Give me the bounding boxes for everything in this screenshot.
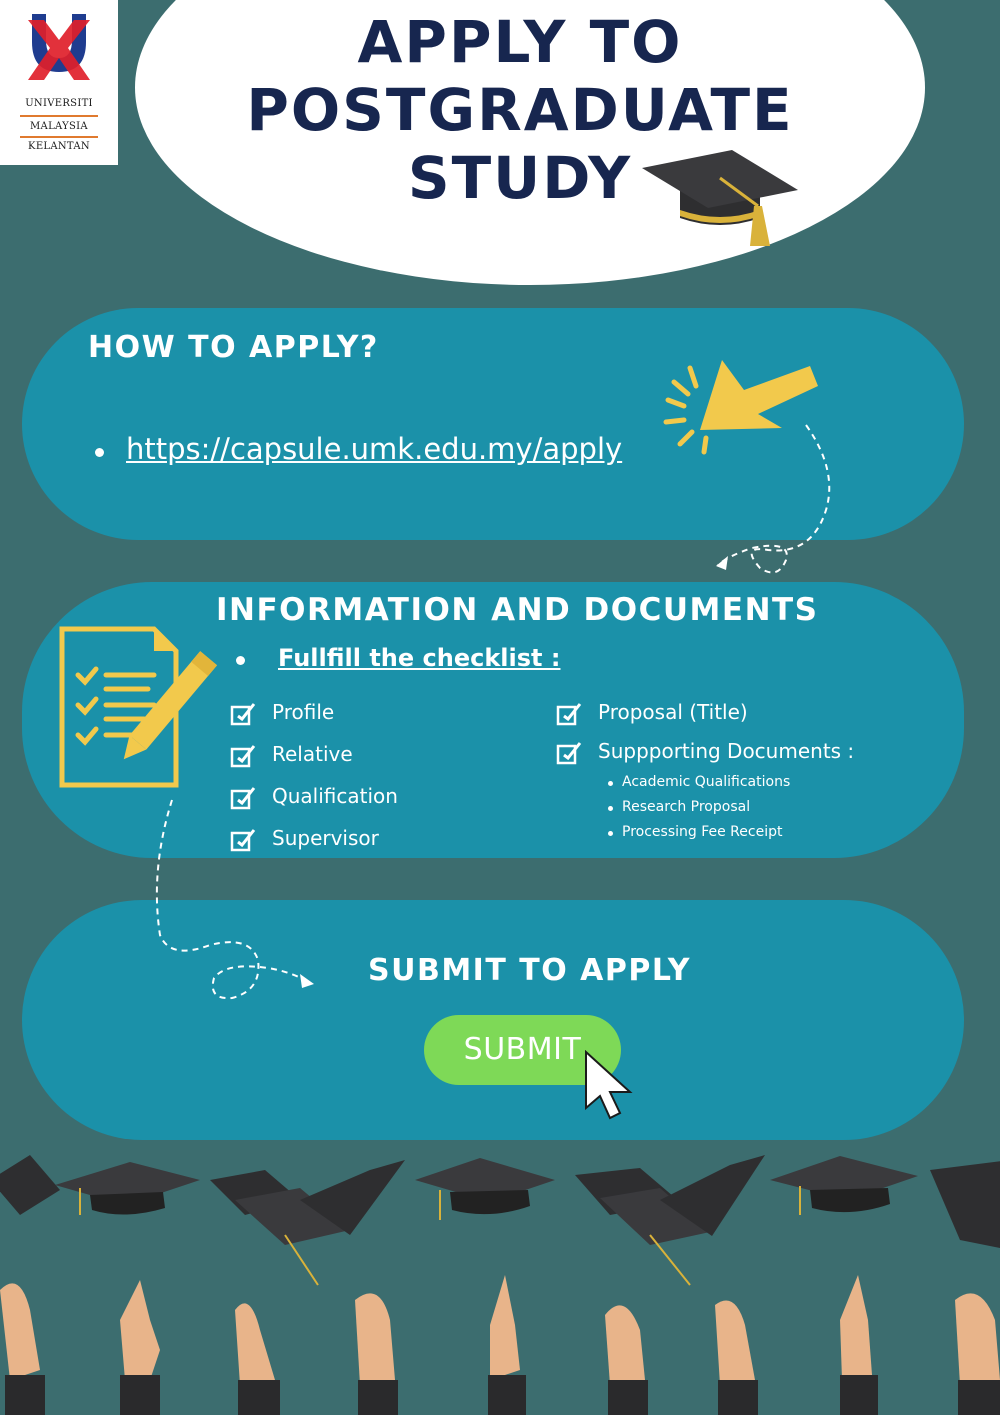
logo-line-2: MALAYSIA xyxy=(30,121,88,132)
title-line-2: POSTGRADUATE xyxy=(246,76,794,144)
bullet-icon xyxy=(236,656,245,665)
edit-check-icon xyxy=(230,786,256,810)
logo-line-3: KELANTAN xyxy=(28,141,90,152)
how-to-apply-heading: HOW TO APPLY? xyxy=(88,330,379,365)
document-checklist-icon xyxy=(58,625,223,790)
list-item: Academic Qualifications xyxy=(608,774,790,799)
checklist-label: Proposal (Title) xyxy=(598,700,748,724)
pointer-arrow-icon xyxy=(660,360,825,465)
apply-link[interactable]: https://capsule.umk.edu.my/apply xyxy=(126,432,623,466)
title-line-1: APPLY TO xyxy=(357,8,683,76)
bullet-icon xyxy=(95,448,104,457)
checklist-title: Fullfill the checklist : xyxy=(278,644,561,672)
information-heading: INFORMATION AND DOCUMENTS xyxy=(216,592,819,628)
edit-check-icon xyxy=(230,744,256,768)
logo-divider xyxy=(20,136,98,138)
title-line-3: STUDY xyxy=(407,144,633,212)
submit-heading: SUBMIT TO APPLY xyxy=(368,953,692,988)
checklist-label: Supervisor xyxy=(272,826,379,850)
graduation-cap-icon xyxy=(0,1155,1000,1250)
checklist-label: Qualification xyxy=(272,784,398,808)
edit-check-icon xyxy=(556,702,582,726)
logo-divider xyxy=(20,115,98,117)
checklist-label: Profile xyxy=(272,700,335,724)
edit-check-icon xyxy=(556,741,582,765)
checklist-label: Relative xyxy=(272,742,353,766)
mouse-cursor-icon xyxy=(582,1050,640,1122)
graduation-celebration-illustration xyxy=(0,1140,1000,1415)
submit-button[interactable]: SUBMIT xyxy=(424,1015,621,1085)
checklist-label: Suppporting Documents : xyxy=(598,739,855,763)
list-item: Processing Fee Receipt xyxy=(608,824,790,849)
list-item: Research Proposal xyxy=(608,799,790,824)
edit-check-icon xyxy=(230,828,256,852)
umk-logo-icon xyxy=(24,10,94,90)
university-logo xyxy=(0,0,118,165)
graduation-cap-icon xyxy=(640,150,800,260)
logo-line-1: UNIVERSITI xyxy=(25,98,93,109)
supporting-documents-list xyxy=(608,774,790,849)
edit-check-icon xyxy=(230,702,256,726)
